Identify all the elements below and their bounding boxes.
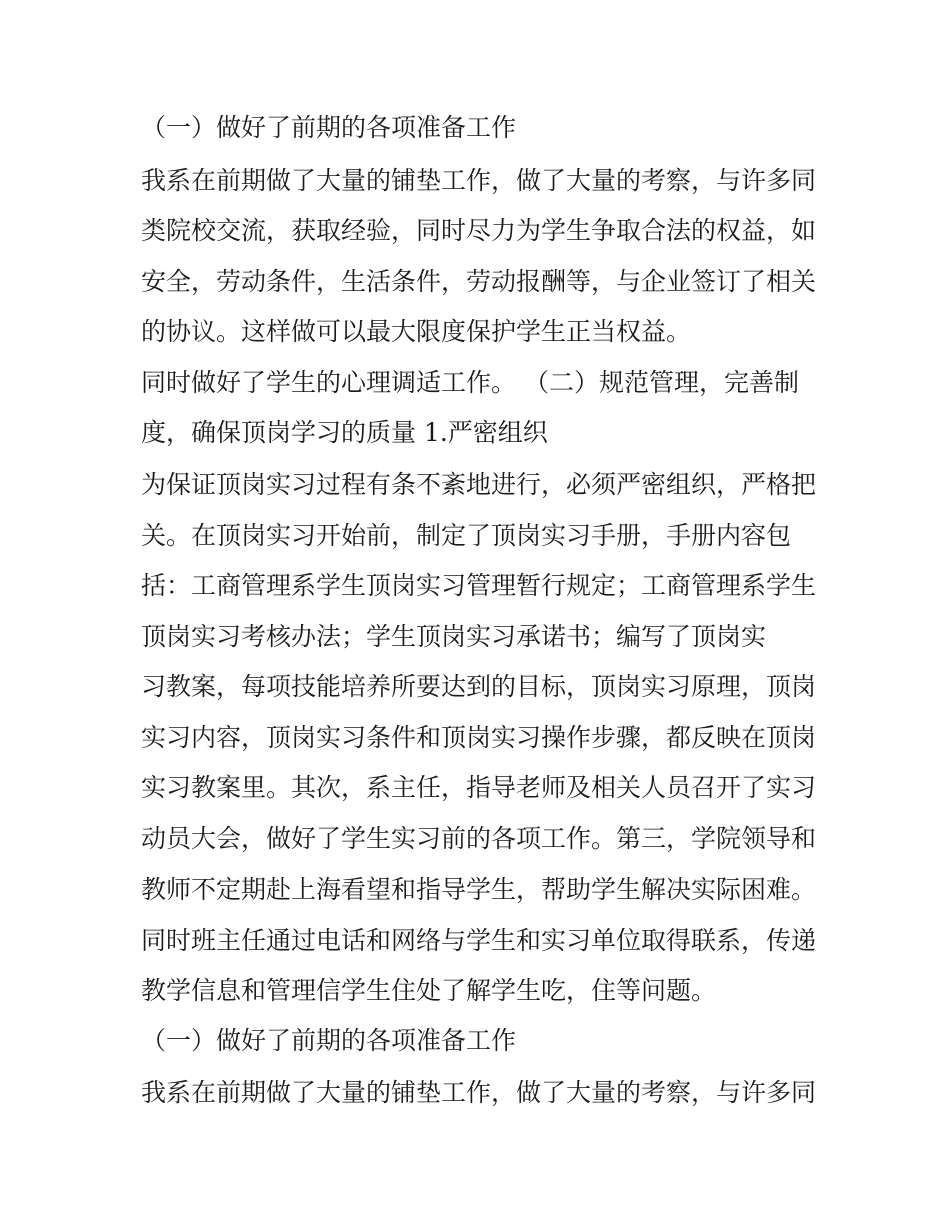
text-line-11: 习教案，每项技能培养所要达到的目标，顶岗实习原理，顶岗: [141, 672, 817, 701]
section-heading-2: （一）做好了前期的各项准备工作: [141, 1026, 517, 1055]
text-line-9: 括：工商管理系学生顶岗实习管理暂行规定；工商管理系学生: [141, 571, 817, 600]
text-line-2: 类院校交流，获取经验，同时尽力为学生争取合法的权益，如: [141, 216, 817, 245]
text-line-7: 为保证顶岗实习过程有条不紊地进行，必须严密组织，严格把: [141, 470, 817, 499]
text-line-18: 我系在前期做了大量的铺垫工作，做了大量的考察，与许多同: [141, 1078, 817, 1107]
text-line-15: 教师不定期赴上海看望和指导学生，帮助学生解决实际困难。: [141, 875, 817, 904]
text-line-5: 同时做好了学生的心理调适工作。 （二）规范管理，完善制: [141, 368, 799, 397]
text-line-10: 顶岗实习考核办法；学生顶岗实习承诺书；编写了顶岗实: [141, 622, 767, 651]
text-line-6: 度，确保顶岗学习的质量 1.严密组织: [141, 418, 548, 447]
text-line-4: 的协议。这样做可以最大限度保护学生正当权益。: [141, 317, 692, 346]
text-line-8: 关。在顶岗实习开始前，制定了顶岗实习手册，手册内容包: [141, 521, 792, 550]
text-line-13: 实习教案里。其次，系主任，指导老师及相关人员召开了实习: [141, 773, 817, 802]
text-line-12: 实习内容，顶岗实习条件和顶岗实习操作步骤，都反映在顶岗: [141, 723, 817, 752]
text-line-1: 我系在前期做了大量的铺垫工作，做了大量的考察，与许多同: [141, 166, 817, 195]
text-line-3: 安全，劳动条件，生活条件，劳动报酬等，与企业签订了相关: [141, 267, 817, 296]
section-heading-1: （一）做好了前期的各项准备工作: [141, 113, 517, 142]
text-line-16: 同时班主任通过电话和网络与学生和实习单位取得联系，传递: [141, 926, 817, 955]
text-line-14: 动员大会，做好了学生实习前的各项工作。第三，学院领导和: [141, 824, 817, 853]
text-line-17: 教学信息和管理信学生住处了解学生吃，住等问题。: [141, 976, 717, 1005]
